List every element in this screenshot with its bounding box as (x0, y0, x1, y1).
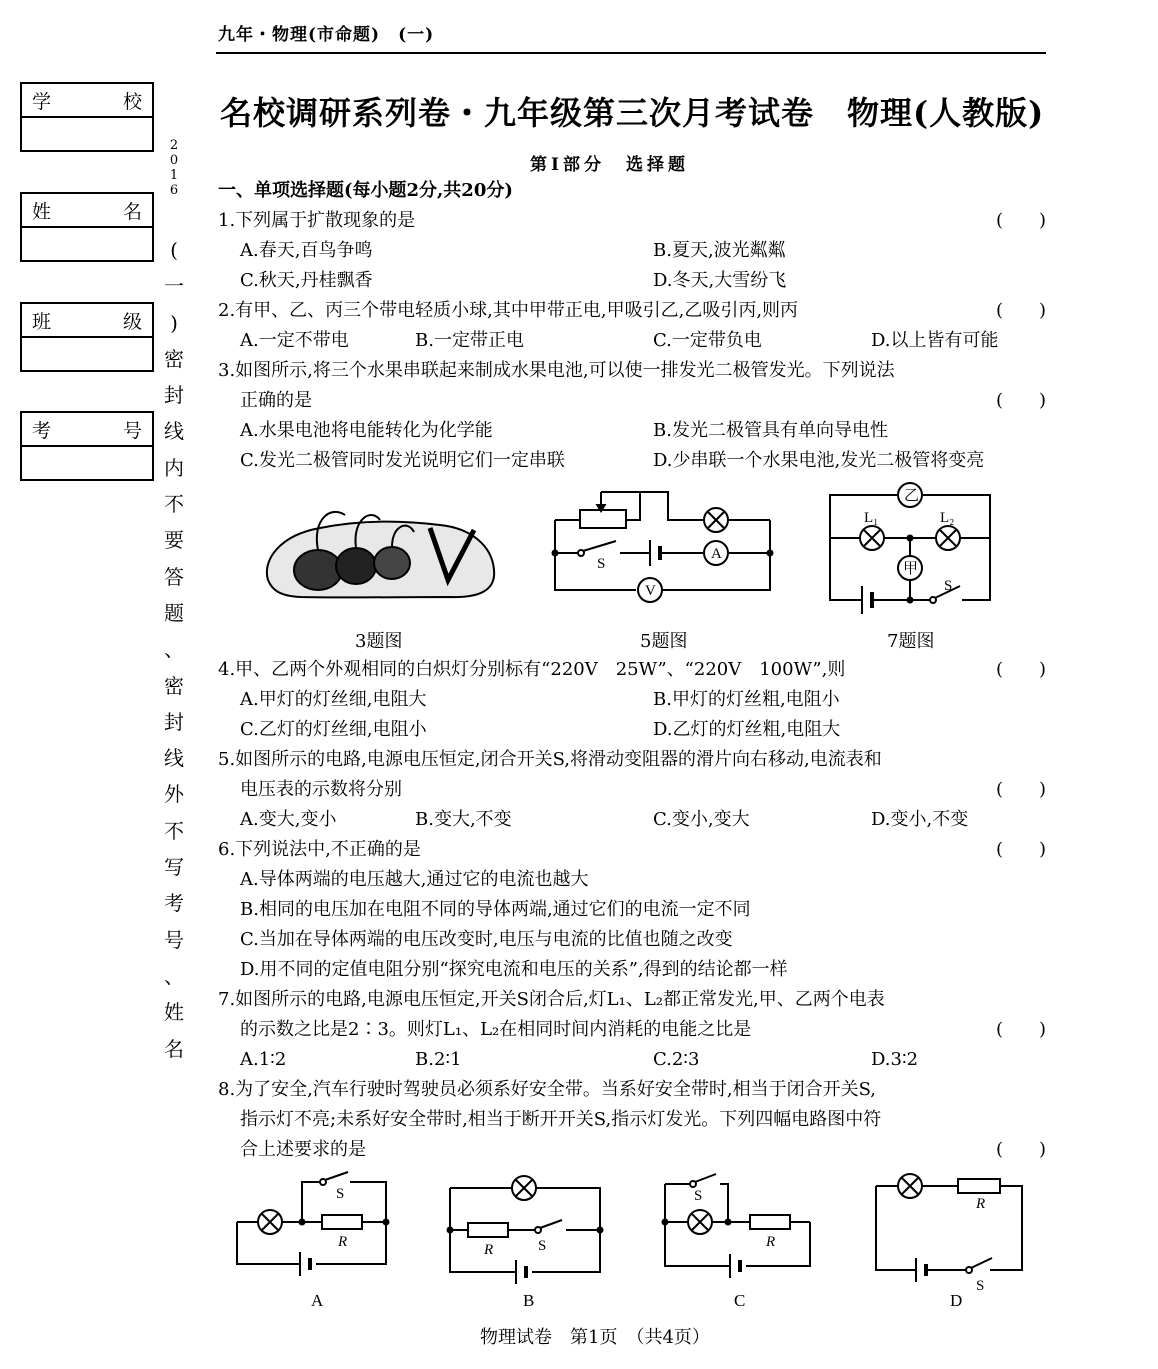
part-heading: 一、单项选择题(每小题2分,共20分) (218, 180, 513, 201)
seal-char: 题 (164, 600, 184, 625)
q8-stem-1: 8.为了安全,汽车行驶时驾驶员必须系好安全带。当系好安全带时,相当于闭合开关S, (218, 1079, 877, 1100)
q3-option-c: C.发光二极管同时发光说明它们一定串联 (240, 450, 565, 471)
resistor-icon (958, 1179, 1000, 1193)
seal-char: 、 (164, 963, 184, 988)
seal-char: 线 (164, 746, 184, 771)
fig7-meter-jia-label: 甲 (903, 561, 919, 577)
answer-blank[interactable]: ( ) (995, 210, 1046, 231)
seal-char: 答 (164, 564, 184, 589)
q3-option-d: D.少串联一个水果电池,发光二极管将变亮 (653, 450, 985, 471)
option-d-circuit (876, 1174, 1022, 1282)
q5-option-a: A.变大,变小 (240, 809, 337, 830)
q2-option-d: D.以上皆有可能 (871, 330, 999, 351)
school-label-1: 学 (32, 91, 52, 113)
q6-option-b: B.相同的电压加在电阻不同的导体两端,通过它们的电流一定不同 (240, 899, 751, 920)
q6-option-a: A.导体两端的电压越大,通过它的电流也越大 (240, 869, 589, 890)
figure-5-circuit (553, 492, 773, 602)
exam-title: 名校调研系列卷・九年级第三次月考试卷 物理(人教版) (220, 94, 1045, 132)
q4-option-d: D.乙灯的灯丝粗,电阻大 (653, 719, 841, 740)
exam-number-label-1: 考 (32, 420, 52, 442)
resistor-icon (468, 1223, 508, 1237)
answer-blank[interactable]: ( ) (995, 839, 1046, 860)
optD-resistor-label: R (976, 1196, 986, 1212)
option-a-label: A (311, 1291, 324, 1310)
option-b-circuit (448, 1176, 603, 1284)
q2-option-c: C.一定带负电 (653, 330, 762, 351)
seal-char: 封 (164, 709, 184, 734)
seal-char: 要 (164, 528, 184, 553)
resistor-icon (580, 510, 626, 528)
fig7-switch-label: S (944, 578, 953, 594)
seal-char: 姓 (164, 1000, 184, 1025)
q5-stem-1: 5.如图所示的电路,电源电压恒定,闭合开关S,将滑动变阻器的滑片向右移动,电流表和 (218, 749, 882, 770)
option-b-label: B (523, 1291, 535, 1310)
q4-option-a: A.甲灯的灯丝细,电阻大 (240, 689, 427, 710)
year-char: 6 (169, 183, 179, 198)
option-d-label: D (950, 1291, 963, 1310)
page-header: 九年・物理(市命题) (一) (218, 25, 435, 45)
seal-char: 、 (164, 637, 184, 662)
answer-blank[interactable]: ( ) (995, 300, 1046, 321)
q3-stem-1: 3.如图所示,将三个水果串联起来制成水果电池,可以使一排发光二极管发光。下列说法 (218, 360, 895, 381)
q4-stem: 4.甲、乙两个外观相同的白炽灯分别标有“220V 25W”、“220V 100W”,则 (218, 659, 846, 680)
q5-option-d: D.变小,不变 (871, 809, 969, 830)
q3-option-b: B.发光二极管具有单向导电性 (653, 420, 888, 441)
seal-char: 不 (164, 818, 184, 843)
q2-option-a: A.一定不带电 (240, 330, 349, 351)
q5-option-c: C.变小,变大 (653, 809, 750, 830)
seal-char: ( (170, 238, 178, 262)
figure-5-caption: 5题图 (640, 631, 688, 652)
optC-resistor-label: R (766, 1234, 776, 1250)
seal-char: 考 (164, 891, 184, 916)
q1-option-a: A.春天,百鸟争鸣 (240, 240, 373, 261)
q2-option-b: B.一定带正电 (415, 330, 524, 351)
optB-resistor-label: R (484, 1242, 494, 1258)
answer-blank[interactable]: ( ) (995, 1019, 1046, 1040)
q6-option-d: D.用不同的定值电阻分别“探究电流和电压的关系”,得到的结论都一样 (240, 959, 788, 980)
seal-char: 号 (164, 927, 184, 952)
q8-stem-2: 指示灯不亮;未系好安全带时,相当于断开开关S,指示灯发光。下列四幅电路图中符 (240, 1109, 882, 1130)
q7-option-a: A.1∶2 (240, 1049, 287, 1070)
option-a-circuit (237, 1172, 389, 1276)
q5-option-b: B.变大,不变 (415, 809, 512, 830)
q3-stem-2: 正确的是 (240, 390, 312, 411)
option-c-label: C (734, 1291, 746, 1310)
optC-switch-label: S (694, 1188, 703, 1204)
seal-char: 密 (164, 346, 184, 371)
optD-switch-label: S (976, 1278, 985, 1294)
optB-switch-label: S (538, 1238, 547, 1254)
seal-char: 封 (164, 383, 184, 408)
section-heading: 第Ⅰ部分 选择题 (530, 155, 689, 175)
q1-option-c: C.秋天,丹桂飘香 (240, 270, 373, 291)
q6-option-c: C.当加在导体两端的电压改变时,电压与电流的比值也随之改变 (240, 929, 733, 950)
resistor-icon (750, 1215, 790, 1229)
q1-stem: 1.下列属于扩散现象的是 (218, 210, 416, 231)
q1-option-b: B.夏天,波光粼粼 (653, 240, 786, 261)
seal-char: 一 (164, 274, 184, 299)
school-label-2: 校 (122, 91, 142, 113)
seal-char: 名 (164, 1036, 184, 1061)
figure-7-caption: 7题图 (887, 631, 935, 652)
name-label-2: 名 (122, 201, 142, 223)
fig7-l2-label: L₂ (940, 510, 955, 526)
seal-char: 密 (164, 673, 184, 698)
q4-option-b: B.甲灯的灯丝粗,电阻小 (653, 689, 840, 710)
resistor-icon (322, 1215, 362, 1229)
exam-number-label-2: 号 (122, 420, 142, 442)
seal-char: 不 (164, 492, 184, 517)
seal-char: 写 (164, 855, 184, 880)
q7-stem-2: 的示数之比是2∶3。则灯L₁、L₂在相同时间内消耗的电能之比是 (240, 1019, 752, 1040)
optA-switch-label: S (336, 1186, 345, 1202)
q4-option-c: C.乙灯的灯丝细,电阻小 (240, 719, 427, 740)
seal-char: 外 (164, 782, 184, 807)
fig7-meter-yi-label: 乙 (904, 488, 920, 504)
year-char: 2 (169, 138, 179, 153)
fig5-voltmeter-label: V (645, 583, 656, 599)
answer-blank[interactable]: ( ) (995, 390, 1046, 411)
fig5-ammeter-label: A (711, 546, 722, 562)
q3-option-a: A.水果电池将电能转化为化学能 (240, 420, 493, 441)
q2-stem: 2.有甲、乙、丙三个带电轻质小球,其中甲带正电,甲吸引乙,乙吸引丙,则丙 (218, 300, 799, 321)
q7-stem-1: 7.如图所示的电路,电源电压恒定,开关S闭合后,灯L₁、L₂都正常发光,甲、乙两个电表 (218, 989, 885, 1010)
seal-char: ) (170, 310, 178, 335)
figure-3-caption: 3题图 (355, 631, 403, 652)
q6-stem: 6.下列说法中,不正确的是 (218, 839, 421, 860)
q1-option-d: D.冬天,大雪纷飞 (653, 270, 787, 291)
page-footer: 物理试卷 第1页 （共4页） (480, 1327, 710, 1348)
year-char: 1 (169, 168, 179, 183)
q8-stem-3: 合上述要求的是 (240, 1139, 366, 1160)
answer-blank[interactable]: ( ) (995, 659, 1046, 680)
answer-blank[interactable]: ( ) (995, 1139, 1046, 1160)
class-label-2: 级 (122, 311, 142, 333)
q5-stem-2: 电压表的示数将分别 (240, 779, 402, 800)
option-c-circuit (663, 1174, 811, 1278)
q7-option-b: B.2∶1 (415, 1049, 462, 1070)
fruit-battery-illustration (267, 512, 494, 598)
q7-option-d: D.3∶2 (871, 1049, 919, 1070)
seal-char: 线 (164, 419, 184, 444)
name-label-1: 姓 (32, 201, 52, 223)
fig5-switch-label: S (597, 556, 606, 572)
q7-option-c: C.2∶3 (653, 1049, 700, 1070)
optA-resistor-label: R (338, 1234, 348, 1250)
class-label-1: 班 (32, 311, 52, 333)
seal-char: 内 (164, 455, 184, 480)
answer-blank[interactable]: ( ) (995, 779, 1046, 800)
year-char: 0 (169, 153, 179, 168)
fig7-l1-label: L₁ (864, 510, 879, 526)
